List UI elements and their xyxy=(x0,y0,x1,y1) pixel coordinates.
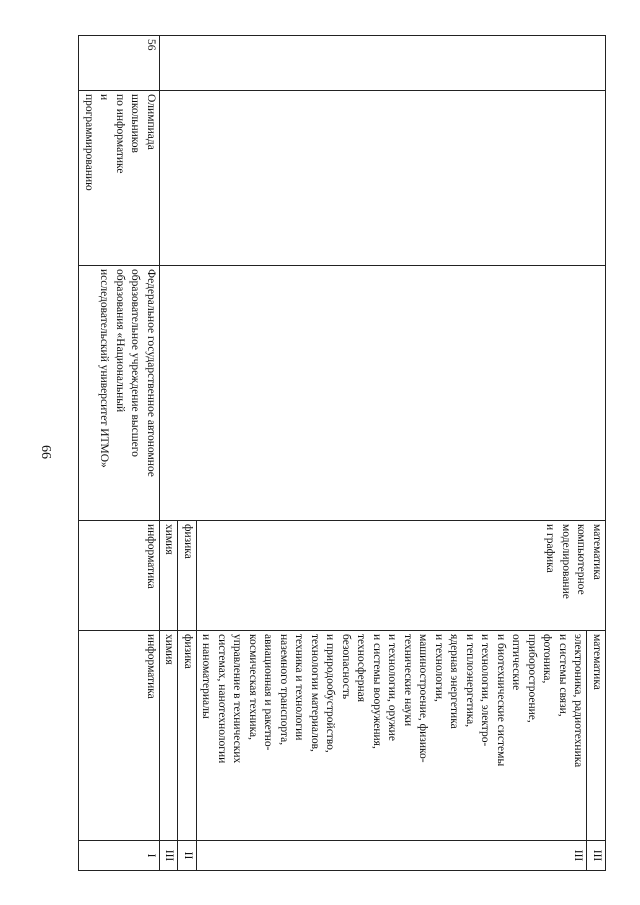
profile-chemistry-cell: химия xyxy=(160,521,179,631)
subject-informatics-cell: информатика xyxy=(79,631,160,841)
organizer-cell: Федеральное государственное автономное образовательное учреждение высшего образования «Национальный исследовательский университет ИТМО» xyxy=(79,266,160,521)
row-number-cell: 56 xyxy=(79,36,160,91)
olympiad-table xyxy=(79,35,607,871)
subject-chemistry-cell: химия xyxy=(160,631,179,841)
olympiad-name-cell: Олимпиада школьников по информатике и программированию xyxy=(79,91,160,266)
level-chemistry-cell: III xyxy=(160,841,179,871)
blank-number-cell xyxy=(160,36,606,91)
rotated-table-container xyxy=(83,35,606,870)
blank-olympiad-cell xyxy=(160,91,606,266)
blank-organizer-cell xyxy=(160,266,606,521)
profile-informatics-cell: информатика xyxy=(79,521,160,631)
profile-physics-cell: физика xyxy=(178,521,197,631)
level-directions-cell: III xyxy=(197,841,588,871)
profile-math-cell: математика компьютерное моделирование и графика xyxy=(197,521,606,631)
level-physics-cell: II xyxy=(178,841,197,871)
page-number: 66 xyxy=(38,445,53,459)
level-informatics-cell: I xyxy=(79,841,160,871)
subject-math-cell: математика xyxy=(587,631,606,841)
directions-cell: электроника, радиотехника и системы связи, фотоника, приборостроение, оптические и биотехнические системы и технологии, электро- и теплоэнергетика, ядерная энергетика и технологии, машиностроение, физико- технические науки и технологии, оружие и системы вооружения, техносферная безопасность и природообустройство, технологии материалов, техника и технологии наземного транспорта, авиационная и ракетно- космическая техника, управление в технических системах, нанотехнологии и наноматериалы xyxy=(197,631,588,841)
level-math-cell: III xyxy=(587,841,606,871)
subject-physics-cell: физика xyxy=(178,631,197,841)
